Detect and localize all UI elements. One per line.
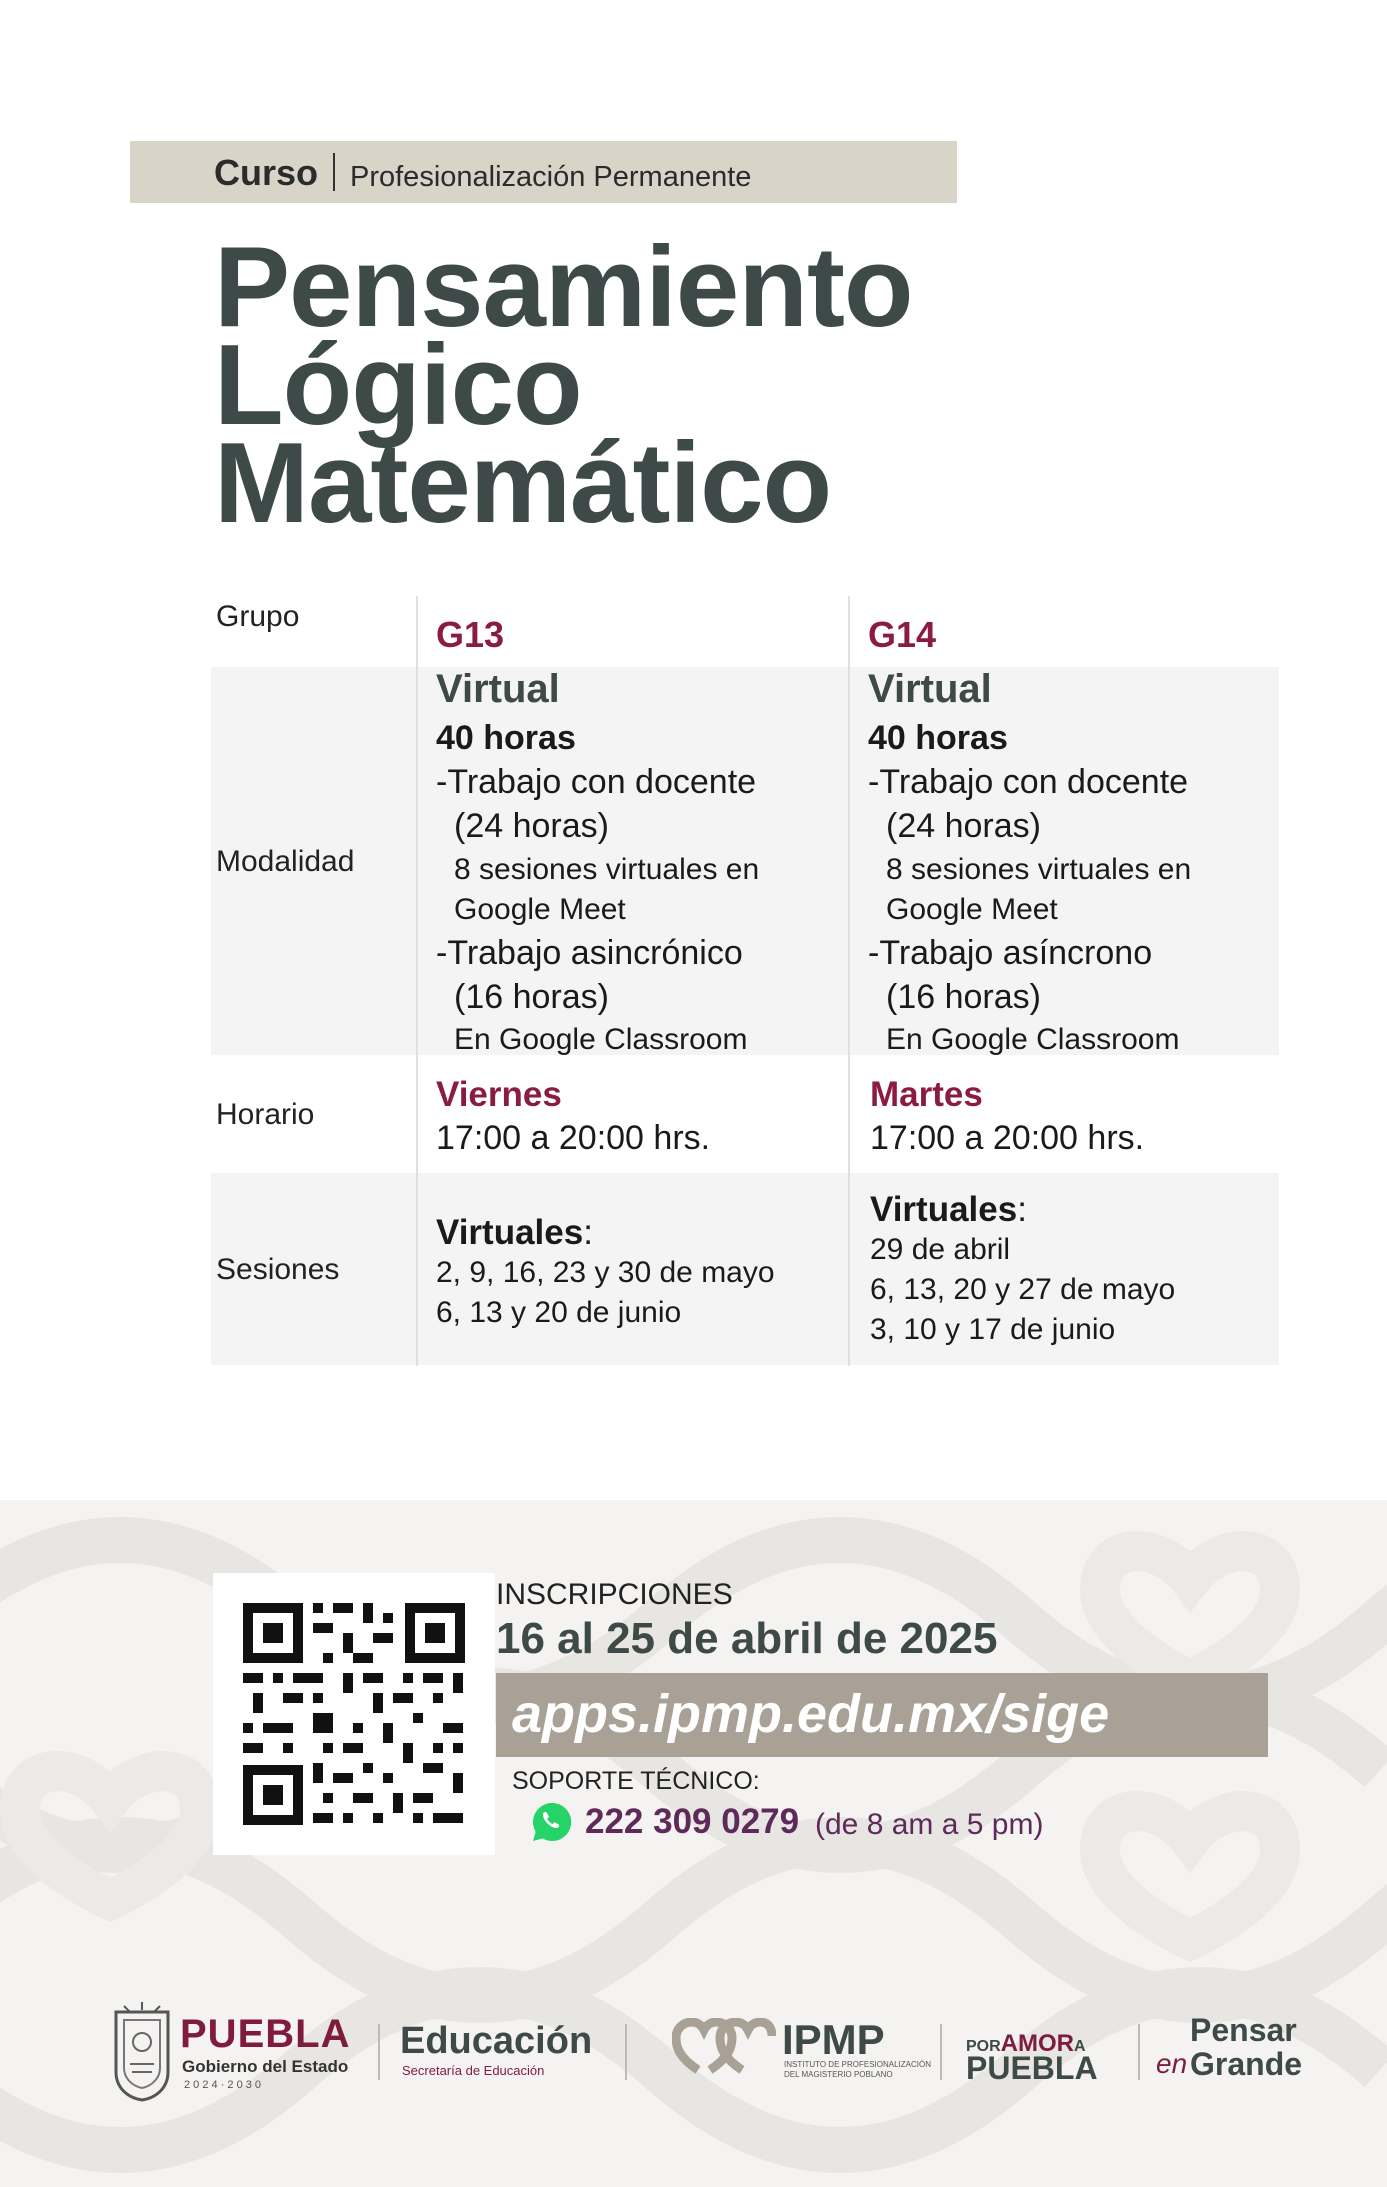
logo-divider [1138,2024,1140,2080]
qr-code[interactable] [213,1573,495,1855]
session-dates: 29 de abril [870,1233,1011,1266]
detail-line: (24 horas) [886,807,1041,845]
title-line-1: Pensamiento [214,224,913,351]
detail-line: -Trabajo asíncrono [868,934,1153,972]
detail-line: (16 horas) [454,978,609,1016]
detail-line: 8 sesiones virtuales en [454,853,760,886]
tag-label: Curso [214,152,319,193]
puebla-logo-title: PUEBLA [180,2012,351,2056]
detail-line: En Google Classroom [886,1023,1180,1056]
detail-line: Google Meet [454,893,626,926]
detail-line: -Trabajo asincrónico [436,934,743,972]
support-label: SOPORTE TÉCNICO: [512,1767,760,1795]
group-time: 17:00 a 20:00 hrs. [436,1119,711,1157]
session-dates: 6, 13 y 20 de junio [436,1296,682,1329]
group-day: Martes [870,1075,983,1114]
title-line-3: Matemático [214,420,832,547]
support-phone[interactable]: 222 309 0279 [585,1802,800,1841]
detail-line: 8 sesiones virtuales en [886,853,1192,886]
grande-logo-text: Grande [1190,2046,1303,2082]
whatsapp-icon [530,1800,574,1844]
row-label-horario: Horario [216,1098,315,1131]
detail-line: (16 horas) [886,978,1041,1016]
session-dates: 2, 9, 16, 23 y 30 de mayo [436,1256,775,1289]
tag-subtitle: Profesionalización Permanente [350,161,752,193]
logo-divider [378,2024,380,2080]
group-time: 17:00 a 20:00 hrs. [870,1119,1145,1157]
puebla-logo-years: 2 0 2 4 · 2 0 3 0 [184,2079,262,2091]
sessions-label: Virtuales: [870,1190,1027,1229]
group-hours: 40 horas [436,719,576,757]
group-modality: Virtual [436,667,560,711]
logo-divider [625,2024,627,2080]
course-tag [130,141,957,203]
detail-line: En Google Classroom [454,1023,748,1056]
session-dates: 6, 13, 20 y 27 de mayo [870,1273,1176,1306]
group-name: G13 [436,614,505,655]
session-dates: 3, 10 y 17 de junio [870,1313,1116,1346]
pensar-logo-text: Pensar [1190,2012,1297,2048]
group-name: G14 [868,614,937,655]
row-label-sesiones: Sesiones [216,1253,340,1286]
logo-divider [940,2024,942,2080]
support-hours: (de 8 am a 5 pm) [815,1808,1044,1841]
row-label-grupo: Grupo [216,600,300,633]
en-logo-text: en [1156,2048,1188,2079]
ipmp-logo: IPMP [782,2016,885,2063]
group-day: Viernes [436,1075,562,1114]
group-modality: Virtual [868,667,992,711]
ipmp-logo-subtitle-1: INSTITUTO DE PROFESIONALIZACIÓN [784,2060,931,2069]
puebla-coat-of-arms [110,2002,174,2102]
registration-url[interactable]: apps.ipmp.edu.mx/sige [512,1684,1110,1744]
ipmp-logo-subtitle-2: DEL MAGISTERIO POBLANO [784,2070,893,2079]
row-label-modalidad: Modalidad [216,845,355,878]
group-hours: 40 horas [868,719,1008,757]
column-divider [848,596,850,1366]
a-text: A [1074,2038,1086,2055]
registration-dates: 16 al 25 de abril de 2025 [496,1614,998,1663]
sessions-label: Virtuales: [436,1213,593,1252]
registration-label: INSCRIPCIONES [496,1578,733,1611]
puebla-logo-subtitle: Gobierno del Estado [182,2057,349,2076]
detail-line: -Trabajo con docente [868,763,1189,801]
ipmp-heart-logo-icon [672,2018,776,2076]
detail-line: (24 horas) [454,807,609,845]
tag-divider [333,153,335,191]
detail-line: -Trabajo con docente [436,763,757,801]
puebla-slogan-text: PUEBLA [966,2050,1098,2086]
title-line-2: Lógico [214,322,582,449]
column-divider [416,596,418,1366]
amor-text: AMOR [1000,2030,1074,2057]
url-banner [496,1673,1268,1757]
por-text: POR [966,2038,1001,2055]
educacion-logo: Educación [400,2020,593,2062]
detail-line: Google Meet [886,893,1058,926]
educacion-logo-subtitle: Secretaría de Educación [402,2063,545,2078]
